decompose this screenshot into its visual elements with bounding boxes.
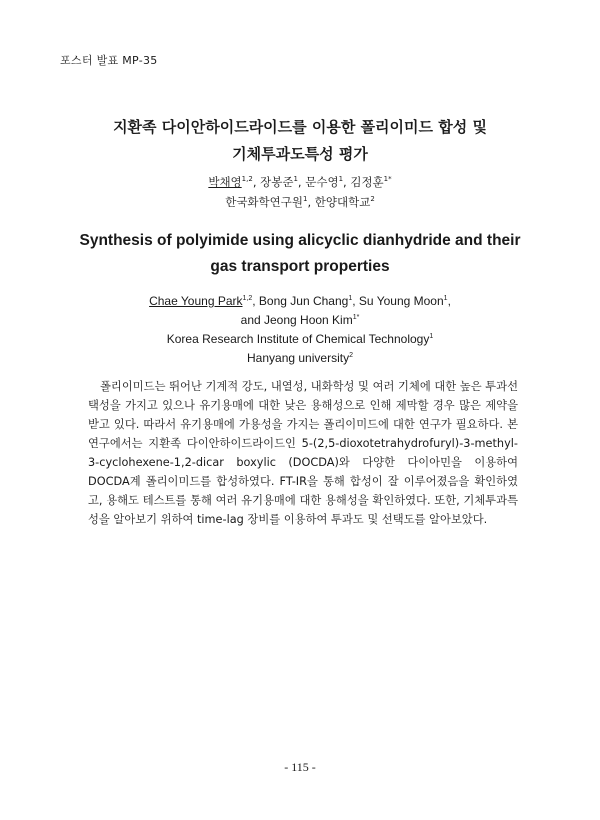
author-sep: , (297, 175, 306, 189)
affiliation-name: 한국화학연구원 (225, 195, 303, 209)
abstract-text: 폴리이미드는 뛰어난 기계적 강도, 내열성, 내화학성 및 여러 기체에 대한 높은 투과선택성을 가지고 있으나 유기용매에 대한 낮은 용해성으로 인해 제막할 경우 많은 제약을 받고 있다. 따라서 유기용매에 가용성을 가지는 폴리이미드에 대한 연구가 필요하다. 본 연구에서는 지환족 다이안하이드라이드인 5-(2,5-dioxotetrahydrofuryl)-3-methyl-3-cyclohexene-1,2-dicar boxylic (DOCDA)와 다양한 다이아민을 이용하여 DOCDA계 폴리이미드를 합성하였다. FT-IR을 통해 합성이 잘 이루어졌음을 확인하였고, 용해도 테스트를 통해 여러 유기용매에 대한 용해성을 확인하였다. 또한, 기체투과특성을 알아보기 위하여 time-lag 장비를 이용하여 투과도 및 선택도를 알아보았다. (88, 380, 518, 526)
author-sup: 1,2 (241, 175, 253, 184)
author-prefix: and (240, 313, 264, 327)
author-sep: , (352, 294, 359, 308)
author-sep: , (252, 294, 259, 308)
korean-title-line2: 기체투과도특성 평가 (232, 145, 368, 163)
author-sep: , (343, 175, 351, 189)
author-sup: 1 (348, 295, 353, 302)
author-sup: 1,2 (242, 295, 253, 302)
english-title (0, 228, 600, 280)
korean-affiliations (0, 192, 600, 212)
abstract (88, 377, 518, 529)
affiliation-sep: , (307, 195, 315, 209)
author-sup: 1 (293, 175, 298, 184)
author-sep: , (252, 175, 261, 189)
korean-author-block (0, 172, 600, 212)
author-name: 박채영 (208, 175, 242, 189)
english-affiliation-1 (0, 330, 600, 349)
english-title-line2: gas transport properties (210, 258, 390, 275)
affiliation-sup: 1 (429, 333, 434, 340)
affiliation-name: Hanyang university (247, 351, 350, 365)
author-name: Jeong Hoon Kim (264, 313, 353, 327)
author-sup: 1* (383, 175, 392, 184)
english-authors-line1 (0, 292, 600, 311)
author-sup: 1 (443, 295, 448, 302)
author-name: Bong Jun Chang (258, 294, 349, 308)
affiliation-name: 한양대학교 (314, 195, 371, 209)
author-name: 장봉준 (260, 175, 294, 189)
author-sup: 1 (338, 175, 344, 184)
affiliation-sup: 2 (349, 352, 353, 359)
affiliation-name: Korea Research Institute of Chemical Technology (166, 332, 430, 346)
author-name: Chae Young Park (149, 294, 243, 308)
author-sup: 1* (352, 314, 360, 321)
english-authors-line2 (0, 311, 600, 330)
affiliation-sup: 1 (302, 195, 308, 204)
affiliation-sup: 2 (370, 195, 375, 204)
author-name: 문수영 (305, 175, 339, 189)
korean-title-line1: 지환족 다이안하이드라이드를 이용한 폴리이미드 합성 및 (113, 118, 487, 136)
english-title-line1: Synthesis of polyimide using alicyclic dianhydride and their (79, 232, 521, 249)
korean-title (0, 114, 600, 168)
session-code: 포스터 발표 MP-35 (60, 54, 158, 67)
korean-authors (0, 172, 600, 192)
author-name: 김정훈 (350, 175, 384, 189)
english-author-block (0, 292, 600, 368)
author-sep: , (447, 294, 451, 308)
page-number: - 115 - (284, 760, 316, 774)
english-affiliation-2 (0, 349, 600, 368)
author-name: Su Young Moon (358, 294, 444, 308)
